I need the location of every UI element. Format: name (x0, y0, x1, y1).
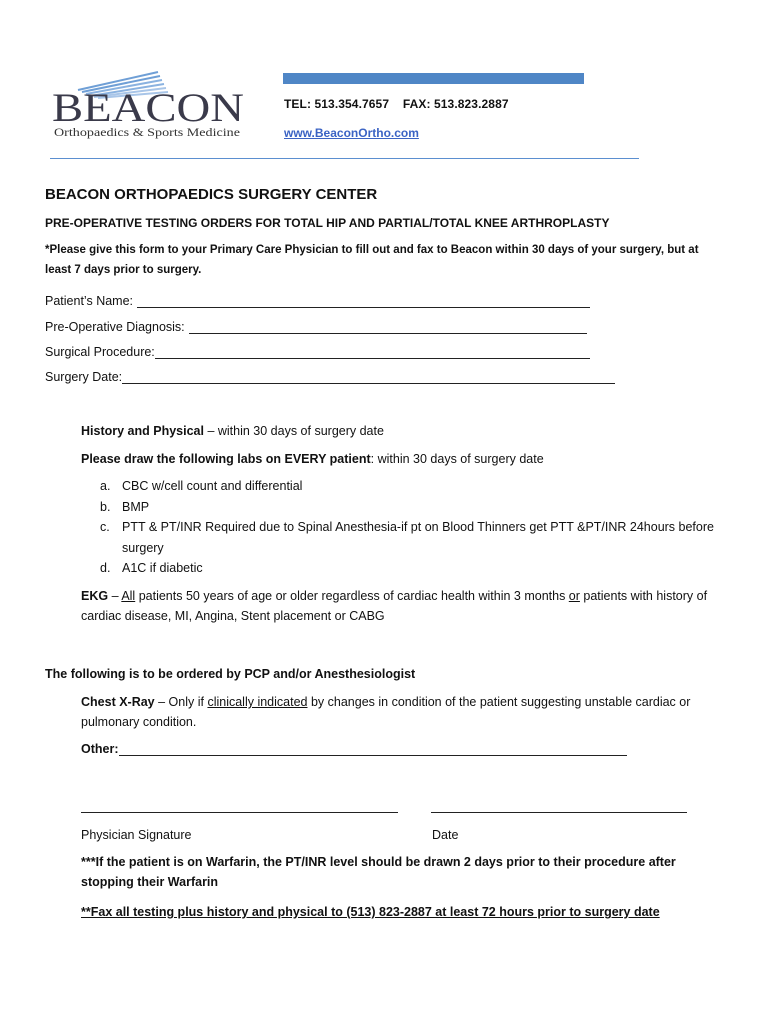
procedure-field[interactable] (45, 345, 590, 359)
beacon-logo (48, 66, 253, 144)
surgery-date-field[interactable] (45, 370, 615, 384)
chest-xray-paragraph (81, 692, 701, 732)
ekg-label: EKG (81, 589, 109, 603)
chest-text-2: by changes in condition of the patient suggesting unstable cardiac or pulmonary condition. (81, 695, 691, 729)
patient-name-label: Patient’s Name: (45, 294, 134, 308)
website-link[interactable]: www.BeaconOrtho.com (284, 126, 419, 140)
labs-list (100, 476, 724, 579)
list-item (100, 558, 724, 579)
warfarin-note: ***If the patient is on Warfarin, the PT/INR level should be drawn 2 days prior to their procedure after stopping their Warfarin (81, 855, 676, 889)
page-title: BEACON ORTHOPAEDICS SURGERY CENTER (45, 186, 378, 203)
list-item-text: A1C if diabetic (122, 561, 203, 575)
logo-wordmark: BEACON (52, 85, 244, 130)
surgery-date-label: Surgery Date: (45, 370, 123, 384)
list-marker: d. (100, 561, 111, 575)
header-accent-bar (283, 73, 584, 84)
list-item (100, 476, 724, 497)
pcp-heading: The following is to be ordered by PCP and/or Anesthesiologist (45, 667, 416, 681)
ekg-or: or (568, 589, 580, 603)
history-text: – within 30 days of surgery date (203, 424, 384, 438)
patient-name-line[interactable] (137, 294, 590, 308)
chest-text-1: – Only if (154, 695, 208, 709)
diagnosis-field[interactable] (45, 320, 587, 334)
other-label: Other: (81, 742, 119, 756)
ekg-all: All (121, 589, 136, 603)
list-item-text: BMP (122, 499, 150, 514)
list-item (100, 497, 724, 518)
form-subtitle: PRE-OPERATIVE TESTING ORDERS FOR TOTAL HIP AND PARTIAL/TOTAL KNEE ARTHROPLASTY (45, 216, 610, 230)
chest-label: Chest X-Ray (81, 695, 155, 709)
logo-tagline: Orthopaedics & Sports Medicine (54, 127, 240, 139)
diagnosis-label: Pre-Operative Diagnosis: (45, 320, 185, 334)
other-field[interactable] (81, 742, 627, 756)
physician-signature-line[interactable] (81, 812, 398, 813)
procedure-line[interactable] (155, 345, 590, 359)
ekg-text-1: patients 50 years of age or older regardless of cardiac health within 3 months (135, 589, 569, 603)
list-marker: a. (100, 479, 111, 493)
contact-info: TEL: 513.354.7657 FAX: 513.823.2887 (284, 97, 509, 111)
history-physical-line (81, 421, 384, 441)
header-divider (50, 158, 639, 159)
labs-label: Please draw the following labs on EVERY patient (81, 452, 371, 466)
patient-name-field[interactable] (45, 294, 590, 308)
chest-clin: clinically indicated (207, 695, 308, 709)
list-item (100, 517, 724, 558)
diagnosis-line[interactable] (189, 320, 587, 334)
procedure-label: Surgical Procedure: (45, 345, 155, 359)
surgery-date-line[interactable] (122, 370, 615, 384)
labs-heading (81, 449, 544, 469)
fax-note: **Fax all testing plus history and physical to (513) 823-2887 at least 72 hours prior to surgery date (81, 905, 660, 919)
date-signature-line[interactable] (431, 812, 687, 813)
date-label: Date (432, 828, 459, 842)
list-item-text: PTT & PT/INR Required due to Spinal Anesthesia-if pt on Blood Thinners get PTT &PT/INR 24hours before surgery (122, 520, 714, 555)
ekg-paragraph (81, 586, 721, 626)
form-instructions: *Please give this form to your Primary Care Physician to fill out and fax to Beacon within 30 days of your surgery, but at least 7 days prior to surgery. (45, 244, 699, 276)
list-item-text: CBC w/cell count and differential (122, 479, 303, 493)
ekg-text-2: patients with history of cardiac disease, MI, Angina, Stent placement or CABG (81, 589, 708, 623)
history-label: History and Physical (81, 424, 204, 438)
list-marker: b. (100, 499, 111, 514)
other-line[interactable] (119, 742, 627, 756)
labs-text: : within 30 days of surgery date (370, 452, 544, 466)
ekg-dash: – (108, 589, 122, 603)
list-marker: c. (100, 520, 110, 534)
physician-signature-label: Physician Signature (81, 828, 192, 842)
